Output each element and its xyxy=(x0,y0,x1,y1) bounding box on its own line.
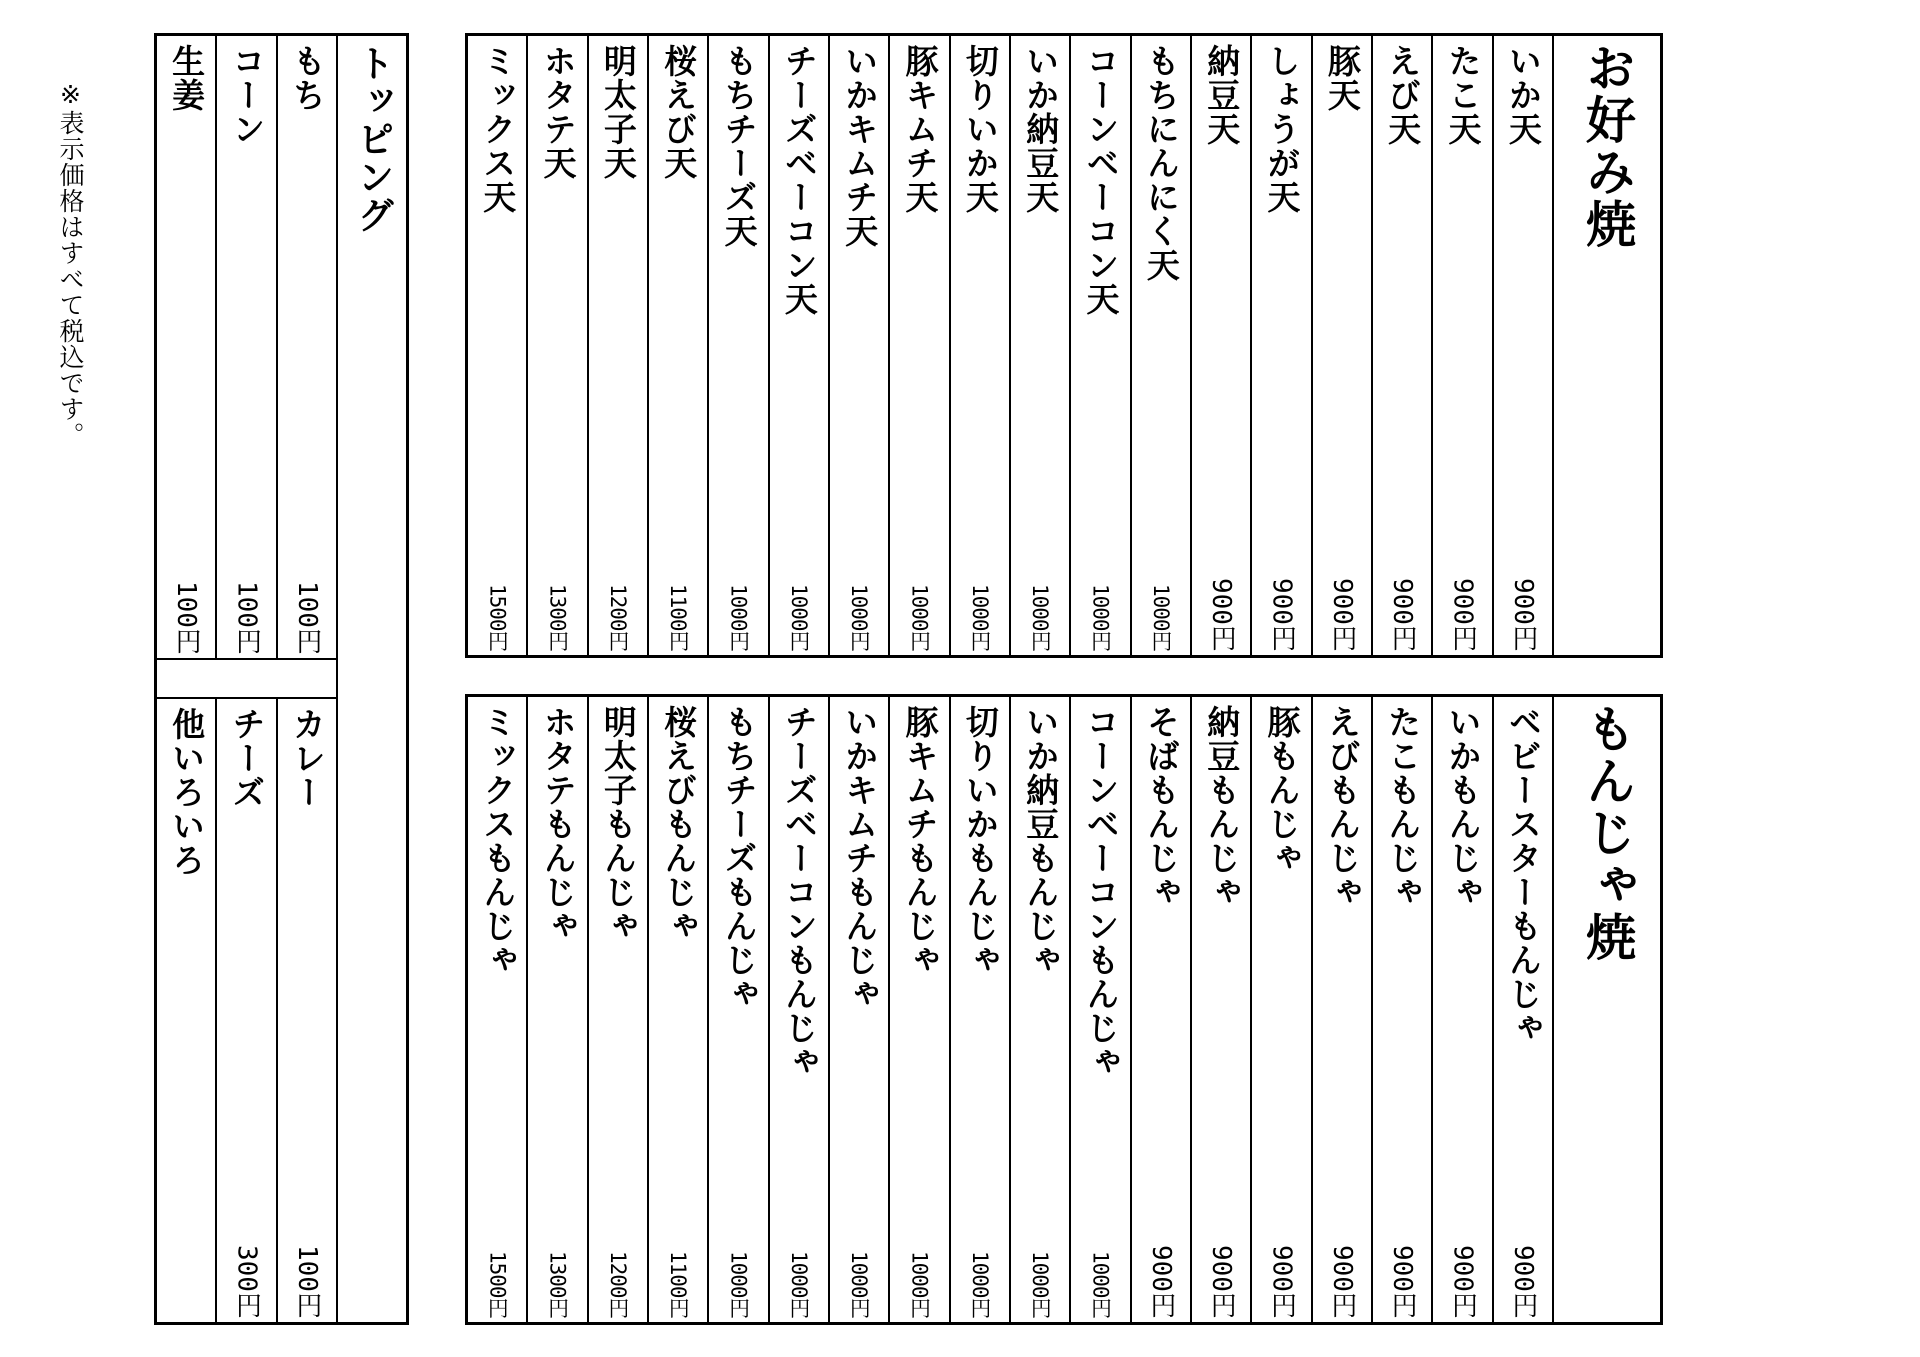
topping-item xyxy=(215,699,275,1322)
item-name: 他いろいろ xyxy=(167,707,207,877)
item-price: 900円 xyxy=(1145,1245,1176,1318)
item-name: 明太子もんじゃ xyxy=(598,705,638,943)
menu-item xyxy=(768,697,828,1322)
item-name: しょうが天 xyxy=(1262,44,1302,214)
item-name: コーンベーコンもんじゃ xyxy=(1081,705,1121,1079)
menu-item xyxy=(1190,697,1250,1322)
item-name: いかキムチもんじゃ xyxy=(840,705,880,1011)
item-price: 900円 xyxy=(1206,1245,1237,1318)
menu-item xyxy=(888,36,948,655)
item-name: そばもんじゃ xyxy=(1141,705,1181,909)
item-price: 1000円 xyxy=(967,1251,992,1318)
topping-group-1 xyxy=(157,36,336,660)
item-price: 900円 xyxy=(1326,578,1357,651)
item-price: 900円 xyxy=(1507,1245,1538,1318)
item-price: 900円 xyxy=(1266,578,1297,651)
menu-item xyxy=(707,36,767,655)
item-price: 900円 xyxy=(1507,578,1538,651)
item-price: 1000円 xyxy=(907,1251,932,1318)
menu-item xyxy=(1130,36,1190,655)
okonomiyaki-title: お好み焼 xyxy=(1578,42,1636,250)
menu-item xyxy=(1492,36,1552,655)
item-name: もちにんにく天 xyxy=(1141,44,1181,282)
menu-item xyxy=(1311,697,1371,1322)
menu-item xyxy=(1431,36,1491,655)
topping-header xyxy=(336,36,406,1322)
item-price: 900円 xyxy=(1266,1245,1297,1318)
menu-item xyxy=(1190,36,1250,655)
menu-item xyxy=(1250,697,1310,1322)
item-name: チーズベーコン天 xyxy=(779,44,819,316)
item-price: 1100円 xyxy=(666,1251,691,1318)
item-price: 100円 xyxy=(291,1245,322,1318)
menu-item xyxy=(1371,697,1431,1322)
item-price: 900円 xyxy=(1447,578,1478,651)
item-name: 桜えび天 xyxy=(659,44,699,180)
okonomiyaki-table xyxy=(465,33,1663,658)
monjayaki-title: もんじゃ焼 xyxy=(1578,703,1636,963)
topping-item xyxy=(157,699,215,1322)
menu-item xyxy=(828,697,888,1322)
monjayaki-table xyxy=(465,694,1663,1325)
topping-title: トッピング xyxy=(351,44,394,234)
menu-item xyxy=(1492,697,1552,1322)
topping-table xyxy=(154,33,409,1325)
item-price: 1000円 xyxy=(1028,1251,1053,1318)
item-name: 豚キムチもんじゃ xyxy=(900,705,940,977)
item-name: ミックスもんじゃ xyxy=(478,705,518,977)
menu-item xyxy=(1130,697,1190,1322)
topping-group-2 xyxy=(157,699,336,1322)
item-name: ミックス天 xyxy=(478,44,518,214)
item-price: 1500円 xyxy=(485,584,510,651)
item-name: 豚天 xyxy=(1322,44,1362,112)
menu-item xyxy=(587,697,647,1322)
item-price: 1300円 xyxy=(545,584,570,651)
topping-item xyxy=(157,36,215,658)
item-name: チーズベーコンもんじゃ xyxy=(779,705,819,1079)
menu-item xyxy=(1069,697,1129,1322)
menu-item xyxy=(1069,36,1129,655)
item-name: 豚キムチ天 xyxy=(900,44,940,214)
tax-note: ※表示価格はすべて税込です。 xyxy=(56,80,85,448)
menu-item xyxy=(768,36,828,655)
item-name: もちチーズもんじゃ xyxy=(719,705,759,1011)
item-price: 1300円 xyxy=(545,1251,570,1318)
menu-item xyxy=(587,36,647,655)
item-price: 900円 xyxy=(1447,1245,1478,1318)
item-name: えび天 xyxy=(1383,44,1423,146)
item-name: たこ天 xyxy=(1443,44,1483,146)
item-name: 生姜 xyxy=(167,44,207,112)
item-price: 900円 xyxy=(1206,578,1237,651)
item-price: 900円 xyxy=(1387,1245,1418,1318)
item-name: 豚もんじゃ xyxy=(1262,705,1302,875)
item-name: 明太子天 xyxy=(598,44,638,180)
item-price: 1500円 xyxy=(485,1251,510,1318)
menu-item xyxy=(526,697,586,1322)
menu-item xyxy=(888,697,948,1322)
item-name: もち xyxy=(287,44,327,112)
item-price: 1000円 xyxy=(726,1251,751,1318)
monjayaki-items xyxy=(468,697,1552,1322)
item-price: 1000円 xyxy=(1088,1251,1113,1318)
item-name: えびもんじゃ xyxy=(1322,705,1362,909)
menu-item xyxy=(526,36,586,655)
item-price: 1200円 xyxy=(605,1251,630,1318)
item-price: 1000円 xyxy=(1088,584,1113,651)
topping-item xyxy=(276,699,336,1322)
item-name: コーンベーコン天 xyxy=(1081,44,1121,316)
item-price: 1100円 xyxy=(666,584,691,651)
item-name: チーズ xyxy=(227,707,267,809)
item-name: もちチーズ天 xyxy=(719,44,759,248)
item-name: 納豆もんじゃ xyxy=(1202,705,1242,909)
item-name: 切りいか天 xyxy=(960,44,1000,214)
menu-item xyxy=(1009,697,1069,1322)
menu-item xyxy=(468,36,526,655)
topping-item xyxy=(215,36,275,658)
menu-item xyxy=(1371,36,1431,655)
item-price: 100円 xyxy=(231,581,262,654)
item-price: 1000円 xyxy=(1028,584,1053,651)
item-price: 100円 xyxy=(291,581,322,654)
item-name: ホタテ天 xyxy=(538,44,578,180)
item-name: カレー xyxy=(287,707,327,809)
item-name: ベビースターもんじゃ xyxy=(1503,705,1543,1045)
item-name: いか天 xyxy=(1503,44,1543,146)
item-price: 1200円 xyxy=(605,584,630,651)
item-price: 1000円 xyxy=(786,584,811,651)
item-price: 300円 xyxy=(231,1245,262,1318)
item-name: ホタテもんじゃ xyxy=(538,705,578,943)
item-price: 1000円 xyxy=(786,1251,811,1318)
topping-item xyxy=(276,36,336,658)
menu-item xyxy=(647,697,707,1322)
item-name: 切りいかもんじゃ xyxy=(960,705,1000,977)
item-name: 桜えびもんじゃ xyxy=(659,705,699,943)
menu-item xyxy=(949,697,1009,1322)
okonomiyaki-header xyxy=(1552,36,1660,655)
item-price: 900円 xyxy=(1387,578,1418,651)
item-price: 1000円 xyxy=(847,1251,872,1318)
topping-divider xyxy=(157,660,336,699)
menu-item xyxy=(949,36,1009,655)
item-price: 1000円 xyxy=(1148,584,1173,651)
menu-item xyxy=(1431,697,1491,1322)
menu-item xyxy=(468,697,526,1322)
item-price: 1000円 xyxy=(967,584,992,651)
menu-item xyxy=(707,697,767,1322)
menu-item xyxy=(1311,36,1371,655)
menu-item xyxy=(1009,36,1069,655)
menu-item xyxy=(647,36,707,655)
item-price: 1000円 xyxy=(847,584,872,651)
menu-item xyxy=(828,36,888,655)
item-name: たこもんじゃ xyxy=(1383,705,1423,909)
item-price: 1000円 xyxy=(726,584,751,651)
item-name: コーン xyxy=(227,44,267,146)
item-price: 900円 xyxy=(1326,1245,1357,1318)
item-name: いかキムチ天 xyxy=(840,44,880,248)
item-price: 1000円 xyxy=(907,584,932,651)
menu-item xyxy=(1250,36,1310,655)
item-name: いかもんじゃ xyxy=(1443,705,1483,909)
okonomiyaki-items xyxy=(468,36,1552,655)
item-price: 100円 xyxy=(171,581,202,654)
item-name: いか納豆もんじゃ xyxy=(1021,705,1061,977)
item-name: いか納豆天 xyxy=(1021,44,1061,214)
monjayaki-header xyxy=(1552,697,1660,1322)
item-name: 納豆天 xyxy=(1202,44,1242,146)
